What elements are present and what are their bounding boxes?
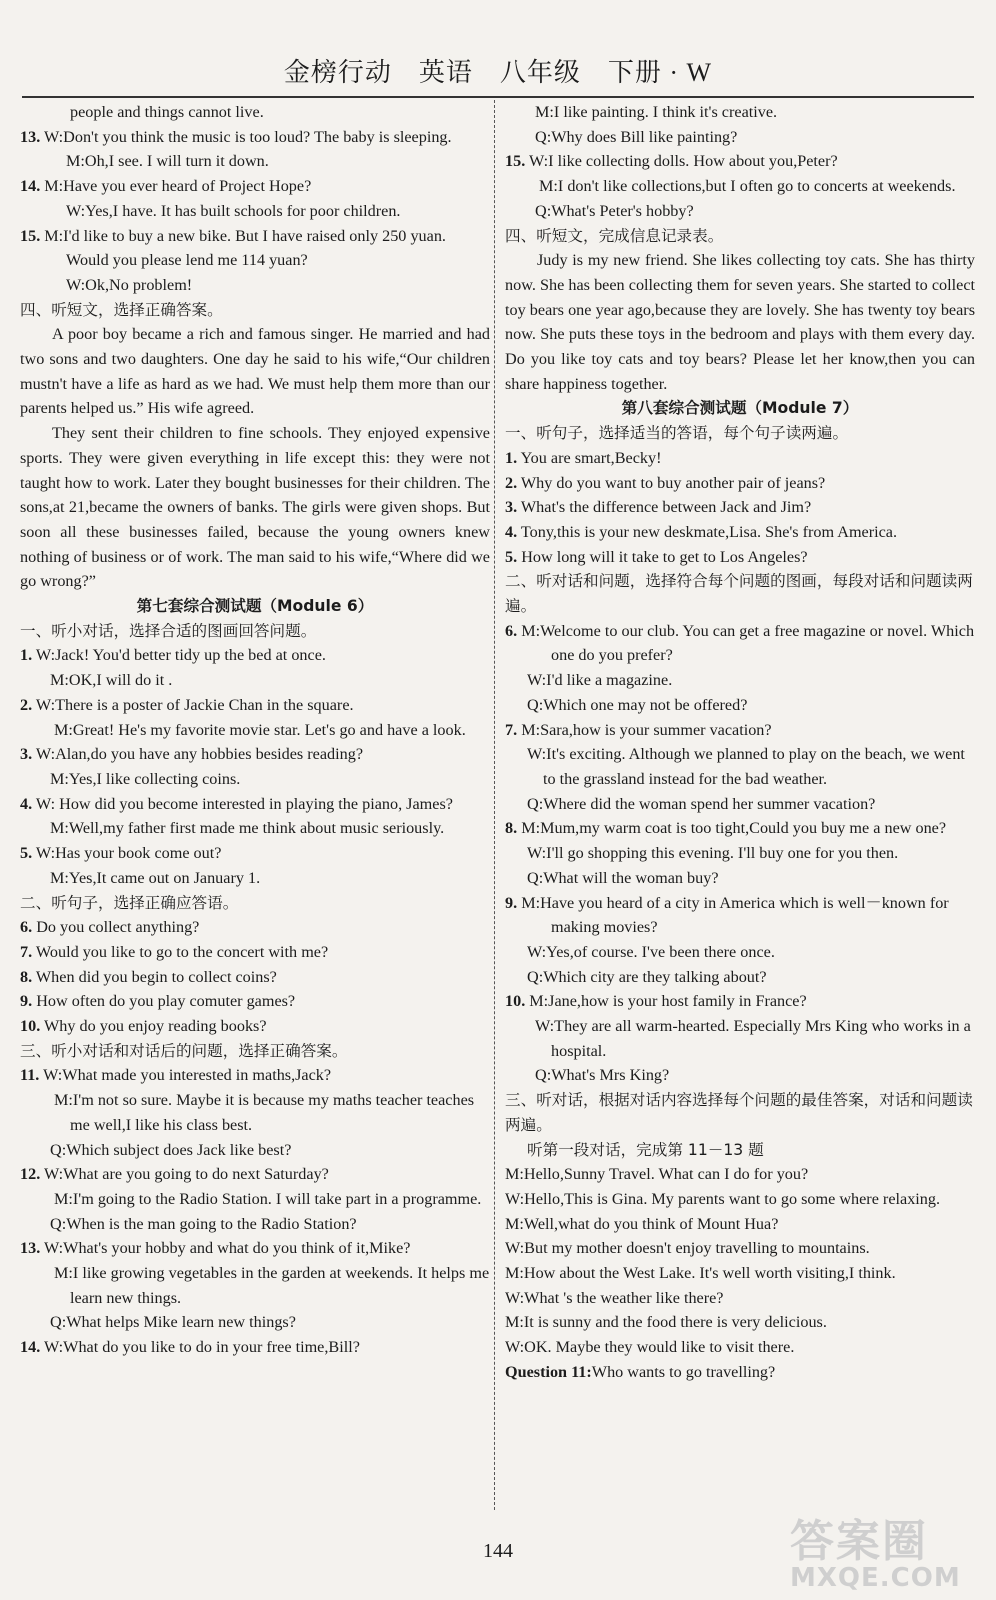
passage-paragraph: Judy is my new friend. She likes collecting toy cats. She has thirty now. She has been collecting them for seven years. She started to collect toy bears one year ago,because they are lovely. She has twenty toy bears now. She puts these toys in the bedroom and plays with them every day. Do you like toy cats and toy bears? Please let her know,then you can share happiness together.	[505, 251, 975, 393]
test-title: 第七套综合测试题（Module 6）	[136, 597, 374, 616]
dialogue-line: W:What 's the weather like there?	[505, 1288, 724, 1307]
dialogue-11: 11. W:What made you interested in maths,Jack? M:I'm not so sure. Maybe it is because my maths teacher teaches me well,I like his class best. Q:Which subject does Jack like best?	[20, 1066, 475, 1159]
dialogue-14: 14. W:What do you like to do in your free time,Bill?	[20, 1338, 360, 1357]
dialogue-line: Q:Why does Bill like painting?	[535, 127, 738, 146]
dialogue-5: 5. W:Has your book come out? M:Yes,It came out on January 1.	[20, 844, 261, 887]
dialogue-line: M:Well,what do you think of Mount Hua?	[505, 1214, 779, 1233]
question-13: 13. W:Don't you think the music is too loud? The baby is sleeping. M:Oh,I see. I will turn it down.	[20, 127, 452, 171]
question-15: 15. M:I'd like to buy a new bike. But I have raised only 250 yuan. Would you please lend me 114 yuan? W:Ok,No problem!	[20, 226, 446, 294]
question-11: Question 11:Who wants to go travelling?	[505, 1362, 776, 1381]
section-heading: 一、听小对话，选择合适的图画回答问题。	[20, 621, 317, 640]
dialogue-6: 6. M:Welcome to our club. You can get a free magazine or novel. Which one do you prefer? W:I'd like a magazine. Q:Which one may not be offered?	[505, 621, 975, 714]
sentence-item: 9. How often do you play comuter games?	[20, 992, 296, 1011]
sentence-item: 3. What's the difference between Jack and Jim?	[505, 498, 812, 517]
right-column	[505, 100, 975, 1385]
page-number: 144	[483, 1540, 513, 1562]
sentence-item: 4. Tony,this is your new deskmate,Lisa. She's from America.	[505, 522, 898, 541]
page-header: 金榜行动 英语 八年级 下册 · W	[283, 58, 713, 87]
dialogue-line: W:Hello,This is Gina. My parents want to go some where relaxing.	[505, 1189, 941, 1208]
section-heading: 一、听句子，选择适当的答语，每个句子读两遍。	[505, 424, 849, 443]
section-heading: 二、听对话和问题，选择符合每个问题的图画，每段对话和问题读两遍。	[505, 572, 973, 616]
sub-heading: 听第一段对话，完成第 11－13 题	[527, 1140, 764, 1159]
dialogue-8: 8. M:Mum,my warm coat is too tight,Could you buy me a new one? W:I'll go shopping this evening. I'll buy one for you then. Q:What will the woman buy?	[505, 819, 947, 887]
sentence-item: 2. Why do you want to buy another pair of jeans?	[505, 473, 826, 492]
dialogue-line: M:How about the West Lake. It's well worth visiting,I think.	[505, 1264, 896, 1283]
dialogue-13: 13. W:What's your hobby and what do you think of it,Mike? M:I like growing vegetables in the garden at weekends. It helps me learn new things. Q:What helps Mike learn new things?	[20, 1239, 490, 1332]
column-divider	[494, 100, 495, 1510]
left-column	[20, 100, 490, 1360]
sentence-item: 10. Why do you enjoy reading books?	[20, 1017, 267, 1036]
dialogue-9: 9. M:Have you heard of a city in America which is well－known for making movies? W:Yes,of course. I've been there once. Q:Which city are they talking about?	[505, 893, 949, 986]
dialogue-line: M:I like painting. I think it's creative.	[535, 103, 778, 121]
dialogue-12: 12. W:What are you going to do next Saturday? M:I'm going to the Radio Station. I will take part in a programme. Q:When is the man going to the Radio Station?	[20, 1165, 482, 1233]
section-heading: 三、听对话，根据对话内容选择每个问题的最佳答案，对话和问题读两遍。	[505, 1091, 973, 1134]
dialogue-3: 3. W:Alan,do you have any hobbies besides reading? M:Yes,I like collecting coins.	[20, 745, 364, 788]
section-heading: 二、听句子，选择正确应答语。	[20, 893, 239, 912]
watermark-url: MXQE.COM	[790, 1563, 961, 1593]
dialogue-15: 15. W:I like collecting dolls. How about you,Peter? M:I don't like collections,but I often go to concerts at weekends. Q:What's Peter's hobby?	[505, 152, 956, 220]
dialogue-line: W:OK. Maybe they would like to visit there.	[505, 1338, 795, 1357]
sentence-item: 8. When did you begin to collect coins?	[20, 967, 277, 986]
watermark-text: 答案圈	[790, 1516, 928, 1567]
dialogue-line: M:Hello,Sunny Travel. What can I do for you?	[505, 1165, 809, 1184]
section-heading: 四、听短文，完成信息记录表。	[505, 226, 724, 245]
dialogue-10: 10. M:Jane,how is your host family in France? W:They are all warm-hearted. Especially Mrs King who works in a hospital. Q:What's Mrs King?	[505, 992, 971, 1085]
sentence-item: 5. How long will it take to get to Los Angeles?	[505, 547, 808, 566]
section-heading: 四、听短文，选择正确答案。	[20, 300, 223, 319]
dialogue-1: 1. W:Jack! You'd better tidy up the bed at once. M:OK,I will do it .	[20, 646, 326, 690]
question-14: 14. M:Have you ever heard of Project Hope? W:Yes,I have. It has built schools for poor children.	[20, 177, 401, 220]
dialogue-2: 2. W:There is a poster of Jackie Chan in the square. M:Great! He's my favorite movie star. Let's go and have a look.	[20, 695, 466, 739]
sentence-item: 6. Do you collect anything?	[20, 918, 200, 937]
header-rule	[22, 96, 974, 98]
continued-line: people and things cannot live.	[70, 103, 264, 121]
section-heading: 三、听小对话和对话后的问题，选择正确答案。	[20, 1041, 348, 1060]
dialogue-4: 4. W: How did you become interested in playing the piano, James? M:Well,my father first made me think about music seriously.	[20, 794, 453, 838]
sentence-item: 1. You are smart,Becky!	[505, 448, 662, 467]
watermark-logo	[790, 1505, 980, 1595]
sentence-item: 7. Would you like to go to the concert with me?	[20, 942, 329, 961]
dialogue-line: W:But my mother doesn't enjoy travelling to mountains.	[505, 1239, 870, 1258]
passage-paragraph: A poor boy became a rich and famous singer. He married and had two sons and two daughters. One day he said to his wife,“Our children mustn't have a life as hard as we had. We must help them more than our parents helped us.” His wife agreed.	[20, 325, 490, 418]
passage-paragraph: They sent their children to fine schools. They enjoyed expensive sports. They were given everything in life except this: they were not taught how to work. Later they bought businesses for their children. The sons,at 21,became the owners of banks. The girls were given shops. But soon all these businesses failed, because the young owners knew nothing of business or of work. The man said to his wife,“Where did we go wrong?”	[20, 424, 490, 591]
test-title: 第八套综合测试题（Module 7）	[621, 399, 859, 418]
dialogue-7: 7. M:Sara,how is your summer vacation? W:It's exciting. Although we planned to play on the beach, we went to the grassland instead for the bad weather. Q:Where did the woman spend her summer vacation?	[505, 720, 965, 813]
dialogue-line: M:It is sunny and the food there is very delicious.	[505, 1313, 827, 1332]
